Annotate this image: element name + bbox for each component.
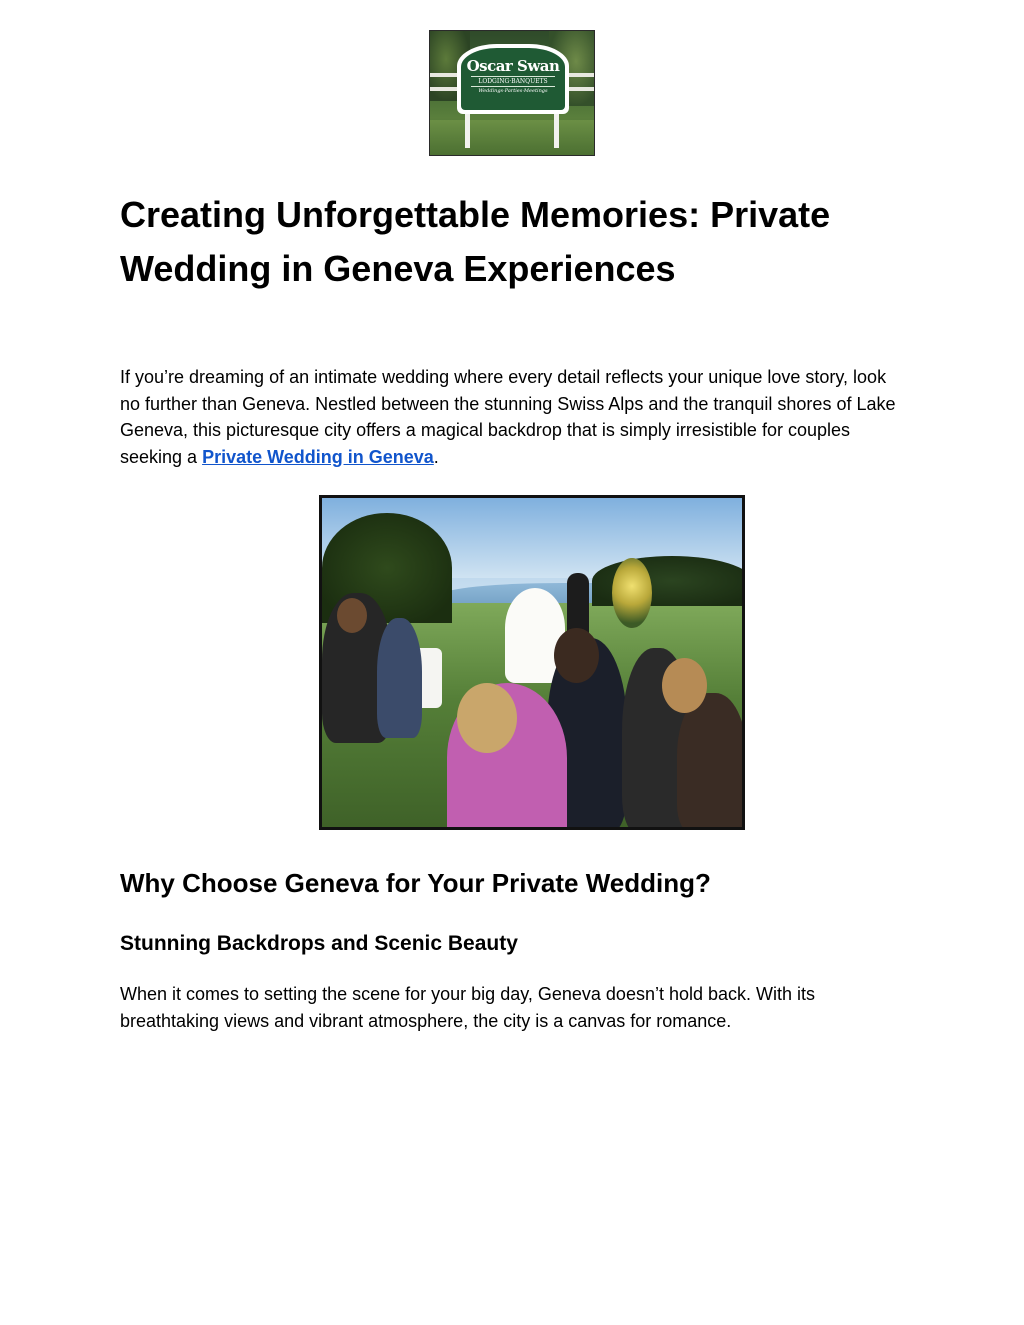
photo-guest-head <box>554 628 599 683</box>
logo-name: Oscar Swan <box>466 57 560 75</box>
page-title: Creating Unforgettable Memories: Private Wedding in Geneva Experiences <box>120 194 831 289</box>
photo-guest-head <box>457 683 517 753</box>
logo-grass <box>430 120 594 155</box>
photo-guest <box>377 618 422 738</box>
subsection-paragraph: When it comes to setting the scene for your big day, Geneva doesn’t hold back. With its breathtaking views and vibrant atmosphere, the city is a canvas for romance. <box>120 984 816 1031</box>
photo-guest-head <box>662 658 707 713</box>
logo-sign <box>457 44 569 114</box>
intro-text-end: . <box>433 446 439 467</box>
logo-tagline: Weddings·Parties·Meetings <box>478 88 548 94</box>
photo-flowers <box>612 558 652 628</box>
photo-guest-head <box>337 598 367 633</box>
intro-text: If you’re dreaming of an intimate wedding where every detail reflects your unique love story, look no further than Geneva. Nestled between the stunning Swiss Alps and the tranquil shores of Lake Geneva, this picturesque city offers a magical backdrop that is simply irresistible for couples seeking a <box>120 367 896 467</box>
photo-guest <box>677 693 745 830</box>
logo-sign-panel <box>461 48 565 110</box>
logo-subtitle: LODGING·BANQUETS <box>471 76 555 87</box>
intro-paragraph <box>120 364 910 470</box>
section-heading: Why Choose Geneva for Your Private Wedding? <box>120 868 711 898</box>
venue-logo <box>429 30 595 156</box>
private-wedding-link[interactable]: Private Wedding in Geneva <box>202 446 434 467</box>
subsection-heading: Stunning Backdrops and Scenic Beauty <box>120 932 518 955</box>
wedding-ceremony-photo <box>319 495 745 830</box>
